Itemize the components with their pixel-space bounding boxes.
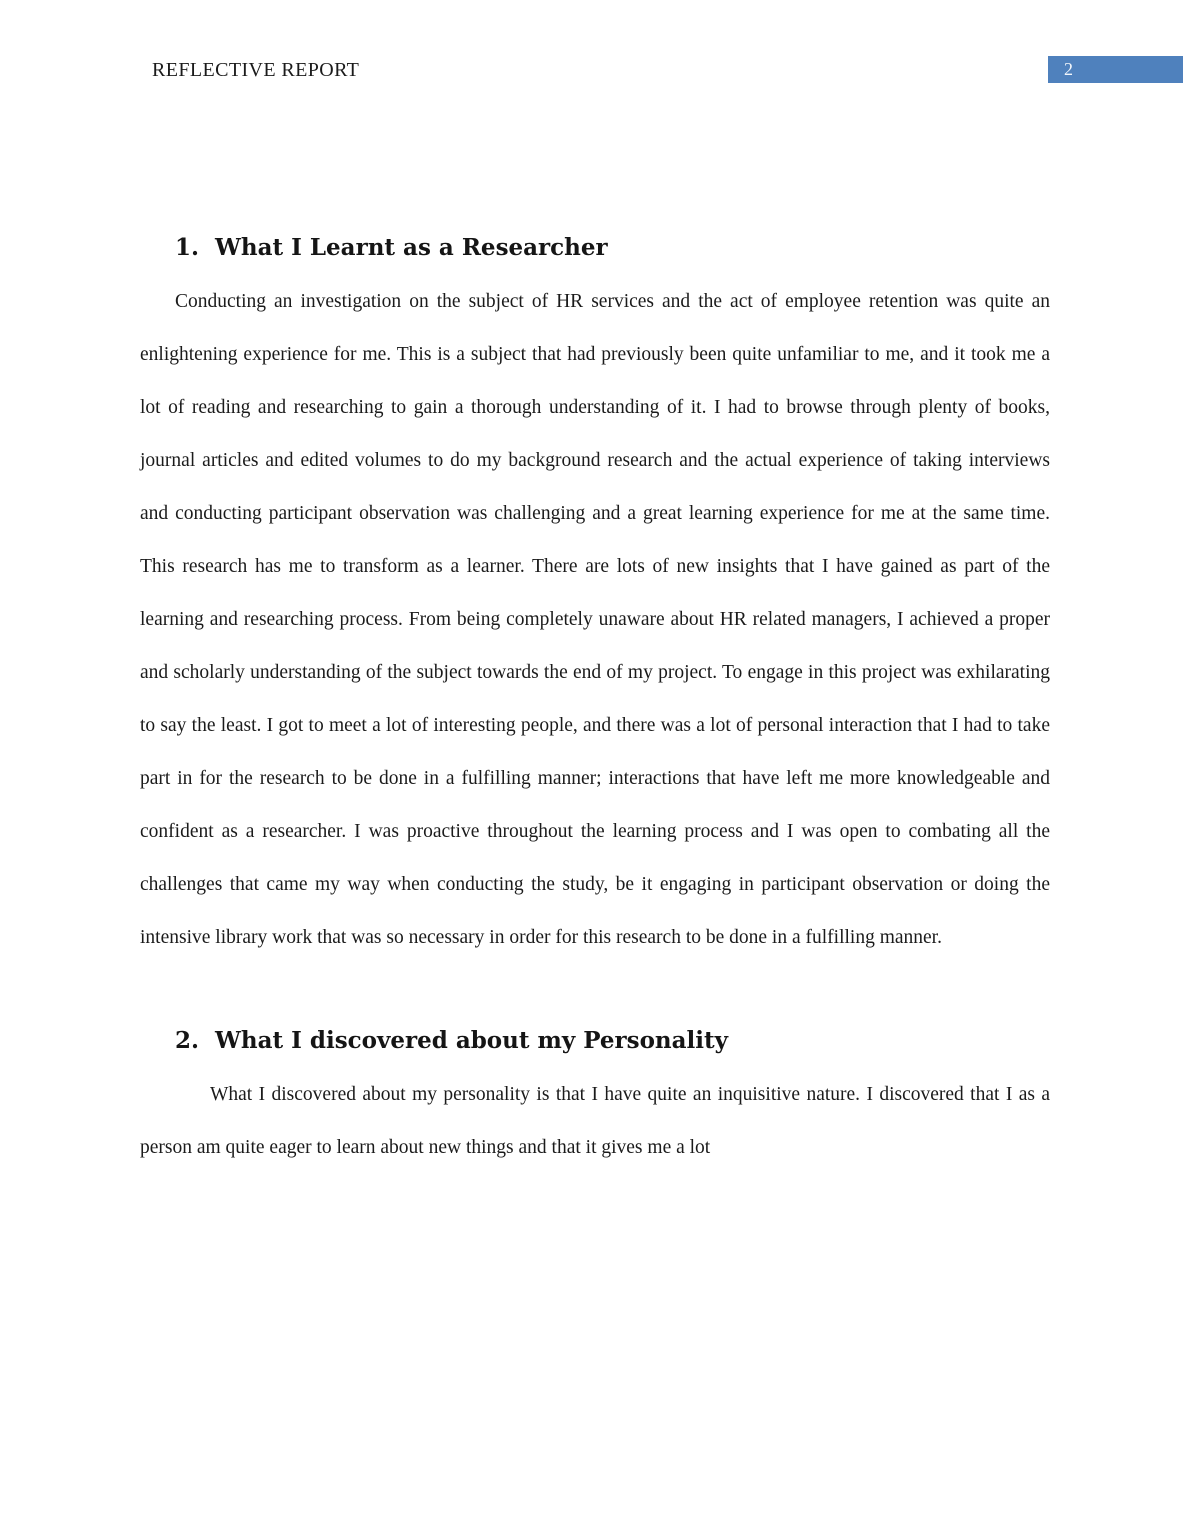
section-title: What I Learnt as a Researcher: [215, 234, 608, 261]
section-number: 2.: [175, 1027, 200, 1055]
section-2-paragraph: What I discovered about my personality is that I have quite an inquisitive nature. I discovered that I as a person am quite eager to learn about new things and that it gives me a lot: [140, 1084, 1050, 1159]
section-heading-1: [175, 233, 1050, 263]
section-number: 1.: [175, 234, 200, 261]
document-content: [140, 233, 1050, 1174]
section-heading-2: [175, 1026, 1050, 1056]
running-title: REFLECTIVE REPORT: [152, 59, 360, 81]
page-header: [0, 0, 1190, 83]
page-number-badge: [1048, 56, 1183, 83]
section-title: What I discovered about my Personality: [215, 1027, 729, 1055]
page-number: 2: [1064, 59, 1073, 79]
section-1-paragraph: Conducting an investigation on the subject of HR services and the act of employee retention was quite an enlightening experience for me. This is a subject that had previously been quite unfamiliar to me, and it took me a lot of reading and researching to gain a thorough understanding of it. I had to browse through plenty of books, journal articles and edited volumes to do my background research and the actual experience of taking interviews and conducting participant observation was challenging and a great learning experience for me at the same time. This research has me to transform as a learner. There are lots of new insights that I have gained as part of the learning and researching process. From being completely unaware about HR related managers, I achieved a proper and scholarly understanding of the subject towards the end of my project. To engage in this project was exhilarating to say the least. I got to meet a lot of interesting people, and there was a lot of personal interaction that I had to take part in for the research to be done in a fulfilling manner; interactions that have left me more knowledgeable and confident as a researcher. I was proactive throughout the learning process and I was open to combating all the challenges that came my way when conducting the study, be it engaging in participant observation or doing the intensive library work that was so necessary in order for this research to be done in a fulfilling manner.: [140, 290, 1050, 949]
